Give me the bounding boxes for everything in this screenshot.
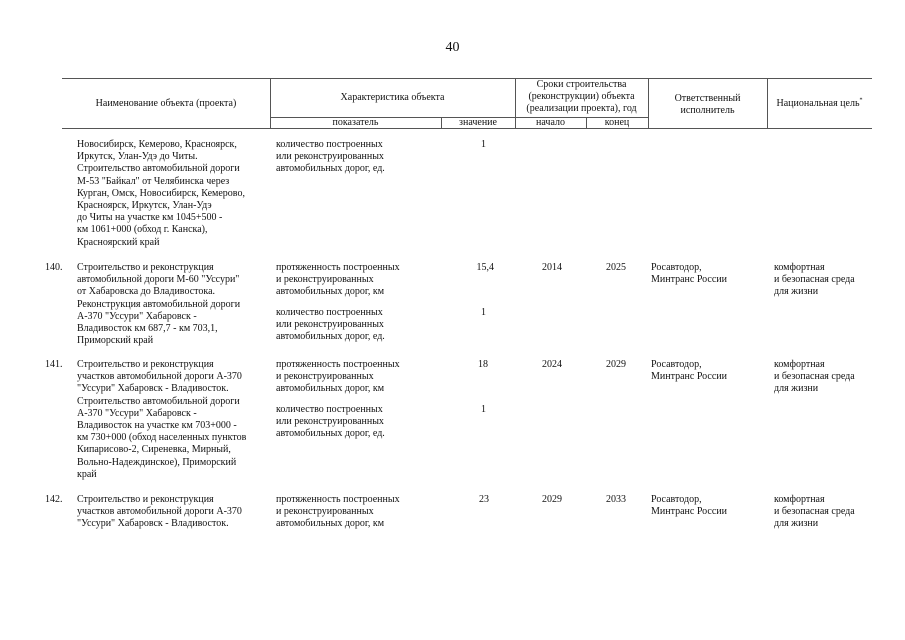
object-name-line: Красноярск, Иркутск, Улан-Удэ bbox=[77, 200, 212, 212]
header-responsible-line: Ответственный bbox=[674, 93, 741, 104]
object-name-line: от Хабаровска до Владивостока. bbox=[77, 286, 216, 298]
object-name-line: Строительство и реконструкция bbox=[77, 359, 214, 370]
start-year: 2029 bbox=[542, 494, 562, 505]
object-name-line: Реконструкция автомобильной дороги bbox=[77, 298, 241, 310]
row-number: 141. bbox=[45, 359, 63, 370]
responsible bbox=[651, 262, 727, 286]
object-name-line: Строительство автомобильной дороги bbox=[77, 395, 240, 407]
end-year: 2033 bbox=[606, 494, 626, 505]
responsible bbox=[651, 494, 727, 518]
page-number: 40 bbox=[445, 40, 460, 55]
national-goal-line: комфортная bbox=[774, 359, 825, 370]
indicator-line: автомобильных дорог, км bbox=[276, 286, 385, 298]
object-name-line: Вольно-Надеждинское), Приморский bbox=[77, 456, 237, 468]
start-year: 2014 bbox=[542, 262, 562, 273]
header-end: конец bbox=[604, 117, 630, 128]
header-object-name: Наименование объекта (проекта) bbox=[95, 98, 237, 109]
indicator-text bbox=[276, 404, 385, 441]
row-number: 142. bbox=[45, 494, 63, 505]
header-responsible bbox=[648, 93, 767, 117]
indicator-line: и реконструированных bbox=[276, 274, 374, 286]
object-name-line: М-53 "Байкал" от Челябинска через bbox=[77, 175, 230, 187]
object-name bbox=[77, 262, 240, 347]
header-indicator: показатель bbox=[332, 117, 379, 128]
indicator-value: 1 bbox=[481, 404, 486, 415]
indicator-line: автомобильных дорог, ед. bbox=[276, 163, 385, 175]
national-goal-line: и безопасная среда bbox=[774, 506, 855, 518]
object-name-line: км 1061+000 (обход г. Канска), bbox=[77, 224, 208, 236]
object-name-line: участков автомобильной дороги А-370 bbox=[77, 506, 242, 518]
indicator-value: 23 bbox=[479, 494, 489, 505]
header-characteristic: Характеристика объекта bbox=[340, 92, 445, 103]
object-name bbox=[77, 359, 246, 481]
responsible-line: Росавтодор, bbox=[651, 262, 702, 273]
indicator-value: 1 bbox=[481, 307, 486, 318]
indicator-text bbox=[276, 139, 385, 176]
header-deadlines-line: (реализации проекта), год bbox=[526, 103, 637, 114]
object-name-line: Курган, Омск, Новосибирск, Кемерово, bbox=[77, 187, 245, 199]
indicator-line: количество построенных bbox=[276, 404, 383, 415]
indicator-line: или реконструированных bbox=[276, 151, 384, 163]
indicator-value: 1 bbox=[481, 139, 486, 150]
indicator-text bbox=[276, 359, 400, 396]
object-name-line: А-370 "Уссури" Хабаровск - bbox=[77, 407, 197, 419]
indicator-line: протяженность построенных bbox=[276, 359, 400, 370]
indicator-text bbox=[276, 262, 400, 299]
indicator-line: количество построенных bbox=[276, 139, 383, 150]
indicator-line: протяженность построенных bbox=[276, 494, 400, 505]
object-name-line: Строительство и реконструкция bbox=[77, 262, 214, 273]
object-name-line: Красноярский край bbox=[77, 236, 160, 248]
object-name-line: Владивосток на участке км 703+000 - bbox=[77, 420, 237, 432]
indicator-line: или реконструированных bbox=[276, 416, 384, 428]
national-goal-line: для жизни bbox=[774, 286, 819, 298]
responsible bbox=[651, 359, 727, 383]
header-start: начало bbox=[536, 117, 565, 128]
object-name bbox=[77, 494, 242, 531]
header-responsible-line: исполнитель bbox=[680, 105, 735, 116]
national-goal-line: для жизни bbox=[774, 518, 819, 530]
header-deadlines-line: Сроки строительства bbox=[536, 79, 627, 90]
object-name-line: до Читы на участке км 1045+500 - bbox=[77, 212, 223, 224]
responsible-line: Минтранс России bbox=[651, 506, 727, 518]
header-value: значение bbox=[459, 117, 497, 128]
header-deadlines bbox=[515, 79, 648, 115]
indicator-line: и реконструированных bbox=[276, 371, 374, 383]
indicator-value: 15,4 bbox=[476, 262, 494, 273]
national-goal bbox=[774, 262, 855, 299]
responsible-line: Росавтодор, bbox=[651, 359, 702, 370]
indicator-text bbox=[276, 494, 400, 531]
object-name-line: "Уссури" Хабаровск - Владивосток. bbox=[77, 383, 229, 395]
national-goal bbox=[774, 494, 855, 531]
object-name-line: А-370 "Уссури" Хабаровск - bbox=[77, 310, 197, 322]
object-name-line: участков автомобильной дороги А-370 bbox=[77, 371, 242, 383]
object-name-line: Новосибирск, Кемерово, Красноярск, bbox=[77, 139, 237, 150]
end-year: 2029 bbox=[606, 359, 626, 370]
object-name-line: Владивосток км 687,7 - км 703,1, bbox=[77, 323, 218, 335]
footnote-mark: * bbox=[859, 97, 863, 104]
responsible-line: Росавтодор, bbox=[651, 494, 702, 505]
object-name bbox=[77, 139, 245, 249]
header-deadlines-line: (реконструкции) объекта bbox=[528, 91, 635, 102]
object-name-line: "Уссури" Хабаровск - Владивосток. bbox=[77, 518, 229, 530]
national-goal-line: и безопасная среда bbox=[774, 371, 855, 383]
header-national-goal-text: Национальная цель bbox=[776, 98, 860, 109]
indicator-line: протяженность построенных bbox=[276, 262, 400, 273]
start-year: 2024 bbox=[542, 359, 562, 370]
responsible-line: Минтранс России bbox=[651, 371, 727, 383]
object-name-line: Кипарисово-2, Сиреневка, Мирный, bbox=[77, 444, 231, 456]
national-goal-line: и безопасная среда bbox=[774, 274, 855, 286]
object-name-line: Иркутск, Улан-Удэ до Читы. bbox=[77, 151, 198, 163]
indicator-value: 18 bbox=[478, 359, 488, 370]
indicator-line: количество построенных bbox=[276, 307, 383, 318]
row-number: 140. bbox=[45, 262, 63, 273]
responsible-line: Минтранс России bbox=[651, 274, 727, 286]
object-name-line: край bbox=[77, 468, 97, 480]
national-goal-line: комфортная bbox=[774, 494, 825, 505]
national-goal-line: комфортная bbox=[774, 262, 825, 273]
indicator-line: автомобильных дорог, ед. bbox=[276, 331, 385, 343]
indicator-line: автомобильных дорог, ед. bbox=[276, 428, 385, 440]
national-goal bbox=[774, 359, 855, 396]
indicator-line: автомобильных дорог, км bbox=[276, 518, 385, 530]
indicator-line: и реконструированных bbox=[276, 506, 374, 518]
indicator-text bbox=[276, 307, 385, 344]
national-goal-line: для жизни bbox=[774, 383, 819, 395]
object-name-line: Приморский край bbox=[77, 335, 154, 347]
indicator-line: автомобильных дорог, км bbox=[276, 383, 385, 395]
indicator-line: или реконструированных bbox=[276, 319, 384, 331]
end-year: 2025 bbox=[606, 262, 626, 273]
object-name-line: км 730+000 (обход населенных пунктов bbox=[77, 432, 247, 444]
object-name-line: Строительство и реконструкция bbox=[77, 494, 214, 505]
object-name-line: автомобильной дороги М-60 "Уссури" bbox=[77, 274, 240, 286]
header-national-goal bbox=[767, 98, 872, 110]
object-name-line: Строительство автомобильной дороги bbox=[77, 163, 240, 175]
